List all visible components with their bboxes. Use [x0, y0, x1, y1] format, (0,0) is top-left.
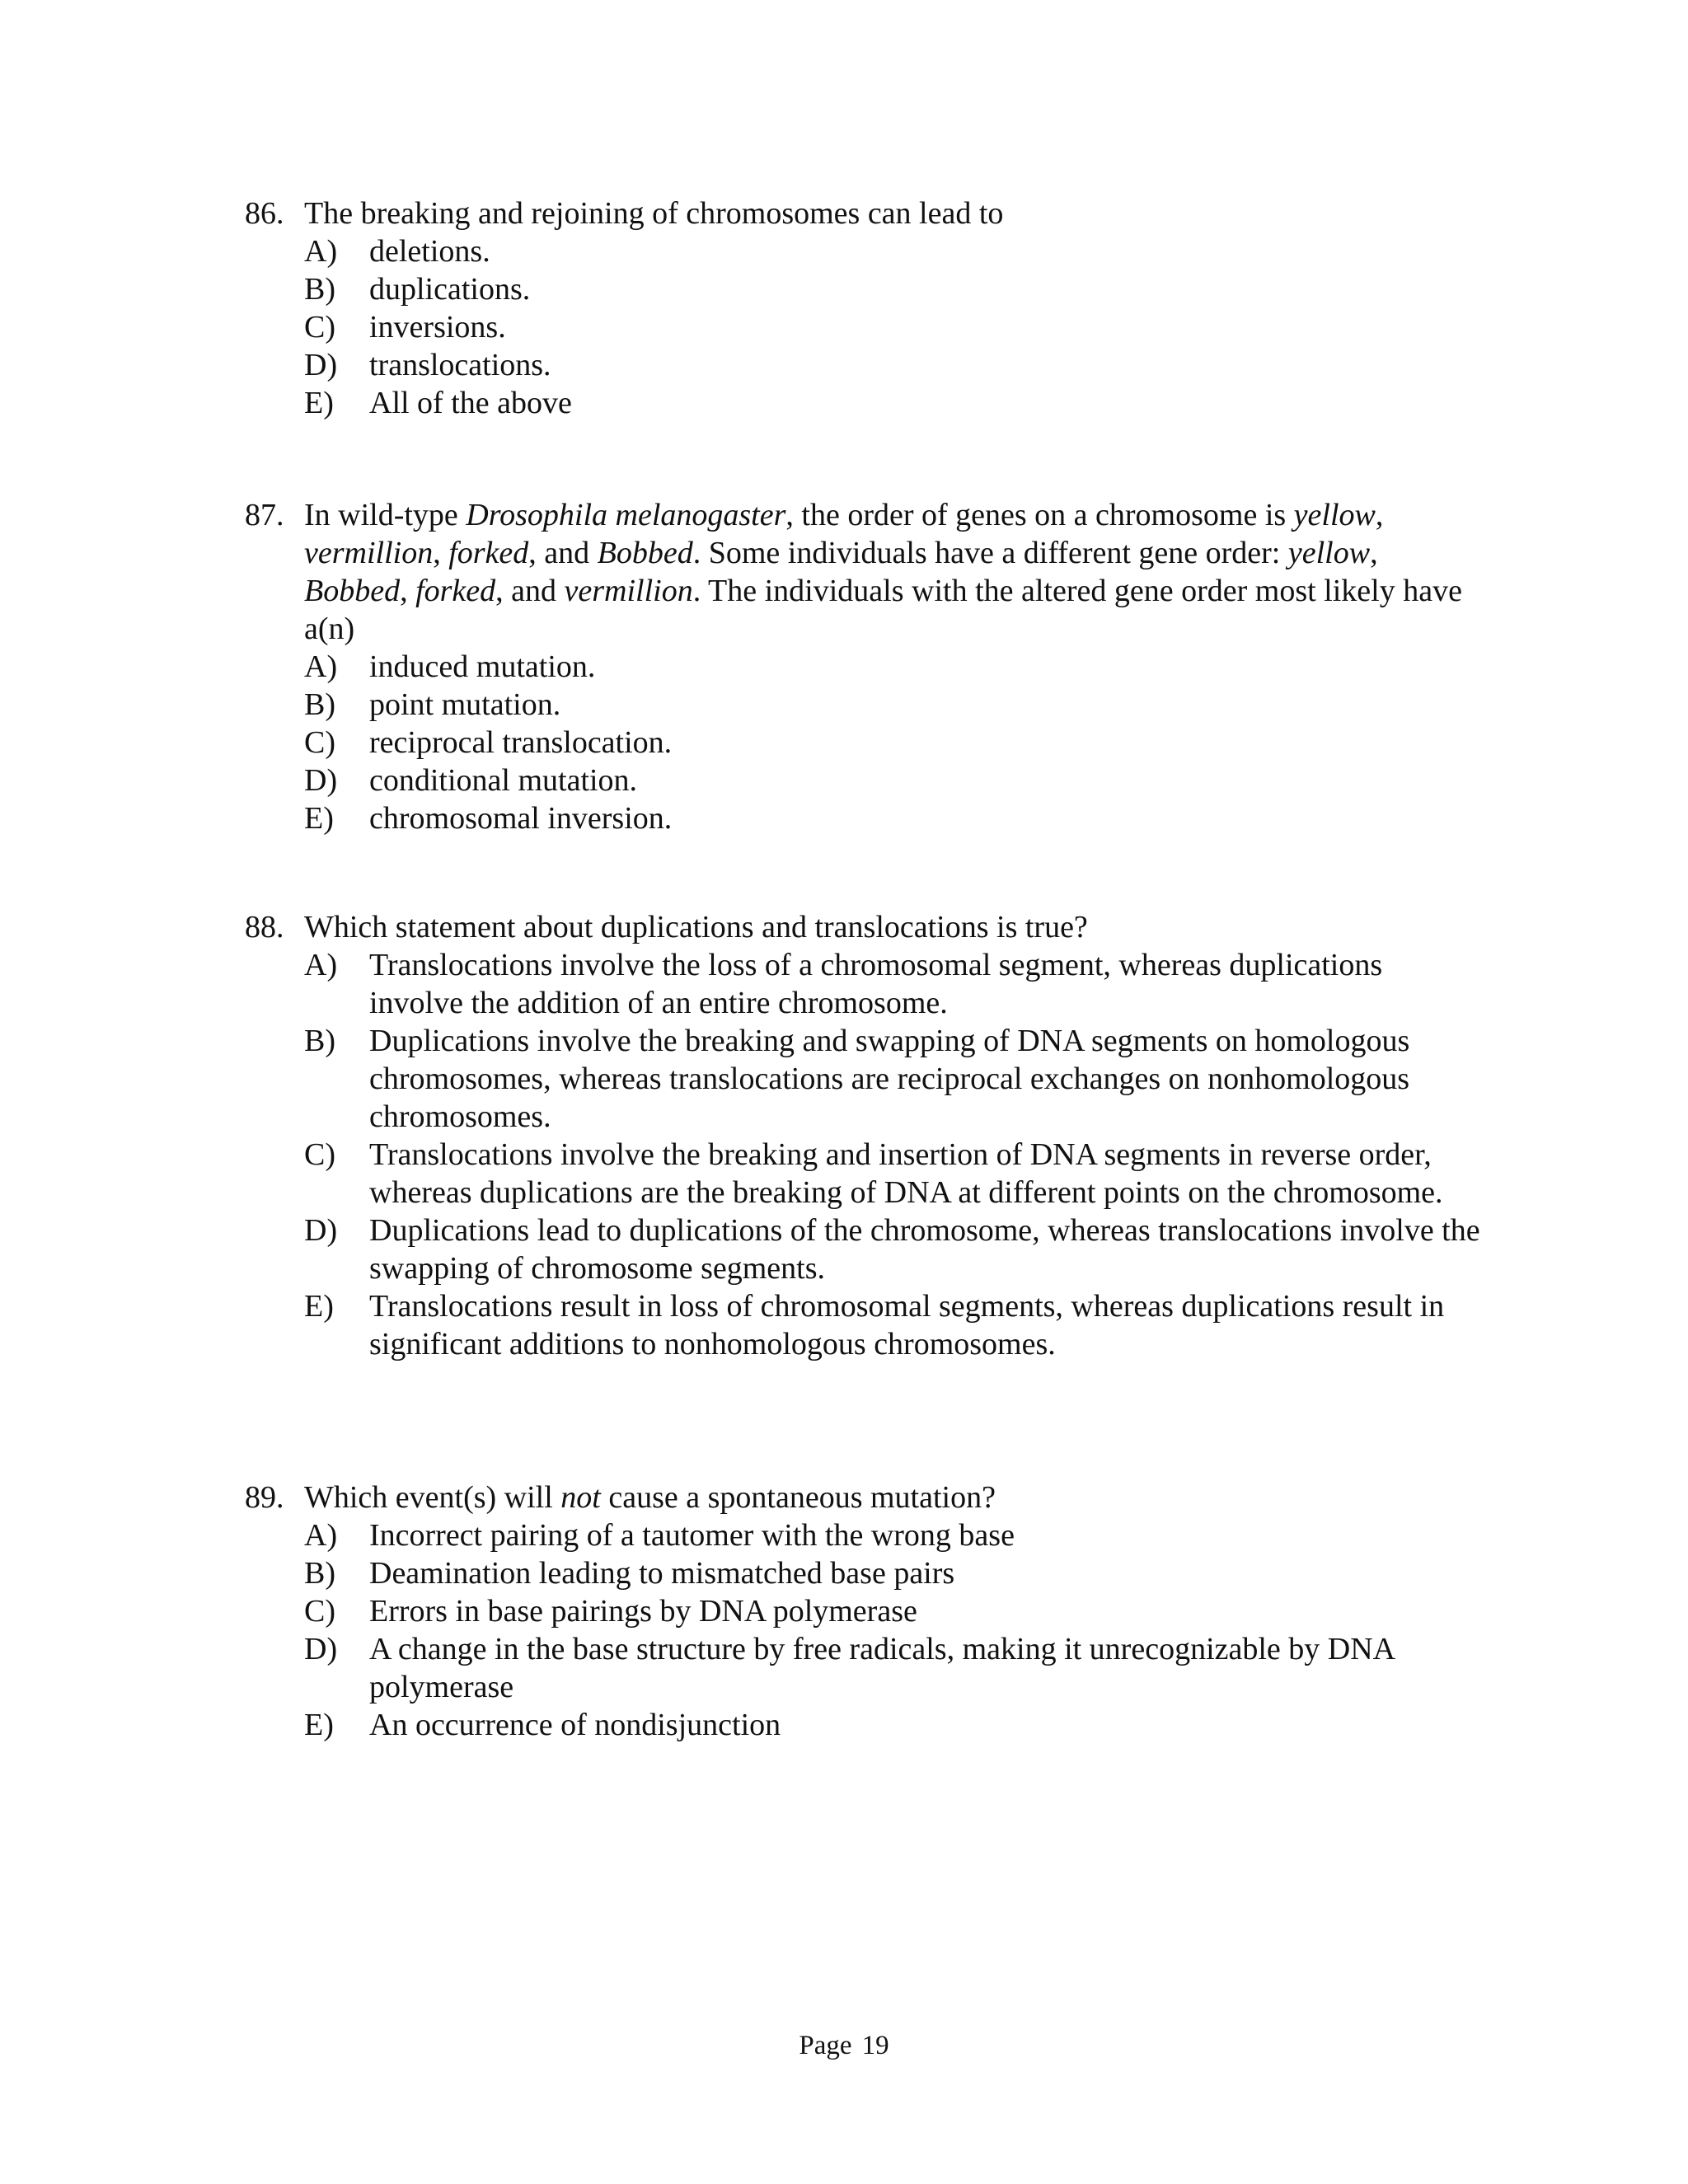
answer-option-e	[245, 1706, 1481, 1744]
answer-option-c	[245, 308, 1481, 346]
answer-options	[245, 1516, 1481, 1744]
answer-options	[245, 648, 1481, 837]
option-text: An occurrence of nondisjunction	[369, 1708, 781, 1742]
question-text-part: Which event(s) will	[304, 1480, 561, 1515]
answer-option-d	[245, 1630, 1481, 1706]
answer-option-c	[245, 724, 1481, 762]
gene-name: yellow	[1293, 498, 1376, 532]
answer-option-a	[245, 232, 1481, 270]
gene-name: forked	[448, 536, 529, 570]
answer-option-a	[245, 946, 1481, 1022]
question-88	[245, 908, 1481, 1363]
page-label: Page	[799, 2031, 852, 2060]
gene-name: forked	[415, 574, 496, 608]
option-text: point mutation.	[369, 687, 561, 722]
answer-option-b	[245, 686, 1481, 724]
answer-option-a	[245, 1516, 1481, 1554]
question-text-part: , and	[528, 536, 598, 570]
option-letter: D)	[304, 348, 338, 382]
option-text: translocations.	[369, 348, 551, 382]
option-text: Duplications involve the breaking and swapping of DNA segments on homologous chromosomes, whereas translocations are reciprocal exchanges on nonhomologous chromosomes.	[369, 1024, 1410, 1134]
question-text-part: ,	[433, 536, 449, 570]
option-text: induced mutation.	[369, 649, 596, 684]
question-text-part: ,	[1375, 498, 1384, 532]
option-text: chromosomal inversion.	[369, 801, 673, 836]
option-letter: C)	[304, 725, 335, 760]
gene-name: vermillion	[304, 536, 434, 570]
option-letter: D)	[304, 763, 338, 798]
option-letter: E)	[304, 1289, 334, 1324]
answer-option-d	[245, 762, 1481, 799]
gene-name: vermillion	[564, 574, 693, 608]
answer-option-e	[245, 384, 1481, 422]
question-stem	[245, 1479, 1481, 1516]
question-text-part: . The individuals with the altered gene order most likely have a(n)	[304, 574, 1462, 646]
option-letter: C)	[304, 1137, 335, 1172]
option-text: Translocations result in loss of chromosomal segments, whereas duplications result in significant additions to nonhomologous chromosomes.	[369, 1289, 1445, 1361]
question-stem	[245, 496, 1481, 648]
option-letter: B)	[304, 687, 335, 722]
answer-option-d	[245, 346, 1481, 384]
answer-option-b	[245, 1022, 1481, 1136]
option-letter: B)	[304, 272, 335, 307]
option-letter: A)	[304, 1518, 338, 1553]
question-86	[245, 194, 1481, 422]
question-text-part: . Some individuals have a different gene order:	[692, 536, 1288, 570]
question-text-part: ,	[400, 574, 416, 608]
question-text: The breaking and rejoining of chromosomes can lead to	[304, 196, 1004, 231]
option-text: Errors in base pairings by DNA polymerase	[369, 1594, 917, 1629]
option-letter: D)	[304, 1632, 338, 1666]
page-footer	[0, 2029, 1688, 2062]
question-stem	[245, 194, 1481, 232]
gene-name: Bobbed	[597, 536, 693, 570]
question-text-part: , the order of genes on a chromosome is	[785, 498, 1294, 532]
answer-option-a	[245, 648, 1481, 686]
option-text: duplications.	[369, 272, 531, 307]
question-number: 87.	[245, 498, 284, 532]
question-89	[245, 1479, 1481, 1744]
option-text: Deamination leading to mismatched base pairs	[369, 1556, 955, 1591]
option-letter: C)	[304, 1594, 335, 1629]
answer-option-e	[245, 1287, 1481, 1363]
question-text-part: In wild-type	[304, 498, 467, 532]
option-letter: C)	[304, 310, 335, 344]
species-name: Drosophila melanogaster	[466, 498, 786, 532]
option-letter: E)	[304, 386, 334, 420]
option-text: Duplications lead to duplications of the chromosome, whereas translocations involve the swapping of chromosome segments.	[369, 1213, 1480, 1286]
option-text: Translocations involve the loss of a chromosomal segment, whereas duplications involve the addition of an entire chromosome.	[369, 948, 1383, 1020]
question-number: 88.	[245, 910, 284, 944]
option-letter: E)	[304, 1708, 334, 1742]
answer-option-d	[245, 1212, 1481, 1287]
option-letter: B)	[304, 1556, 335, 1591]
answer-options	[245, 232, 1481, 422]
option-text: deletions.	[369, 234, 490, 269]
option-letter: A)	[304, 948, 338, 982]
question-text-part: , and	[495, 574, 565, 608]
answer-option-c	[245, 1592, 1481, 1630]
option-letter: A)	[304, 649, 338, 684]
page-number: 19	[861, 2031, 889, 2060]
gene-name: Bobbed	[304, 574, 401, 608]
answer-option-e	[245, 799, 1481, 837]
emphasis-text: not	[560, 1480, 601, 1515]
gene-name: yellow	[1287, 536, 1371, 570]
option-letter: B)	[304, 1024, 335, 1058]
answer-option-b	[245, 1554, 1481, 1592]
question-number: 86.	[245, 196, 284, 231]
question-87	[245, 496, 1481, 837]
option-text: Translocations involve the breaking and insertion of DNA segments in reverse order, whereas duplications are the breaking of DNA at different points on the chromosome.	[369, 1137, 1443, 1210]
answer-option-b	[245, 270, 1481, 308]
option-text: inversions.	[369, 310, 506, 344]
option-letter: D)	[304, 1213, 338, 1248]
option-text: conditional mutation.	[369, 763, 638, 798]
option-letter: A)	[304, 234, 338, 269]
answer-option-c	[245, 1136, 1481, 1212]
answer-options	[245, 946, 1481, 1363]
option-text: Incorrect pairing of a tautomer with the wrong base	[369, 1518, 1015, 1553]
question-text: Which statement about duplications and translocations is true?	[304, 910, 1088, 944]
option-text: A change in the base structure by free radicals, making it unrecognizable by DNA polymerase	[369, 1632, 1395, 1704]
question-text-part: cause a spontaneous mutation?	[600, 1480, 996, 1515]
option-text: reciprocal translocation.	[369, 725, 673, 760]
question-number: 89.	[245, 1480, 284, 1515]
question-stem	[245, 908, 1481, 946]
question-text-part: ,	[1370, 536, 1378, 570]
option-letter: E)	[304, 801, 334, 836]
option-text: All of the above	[369, 386, 572, 420]
